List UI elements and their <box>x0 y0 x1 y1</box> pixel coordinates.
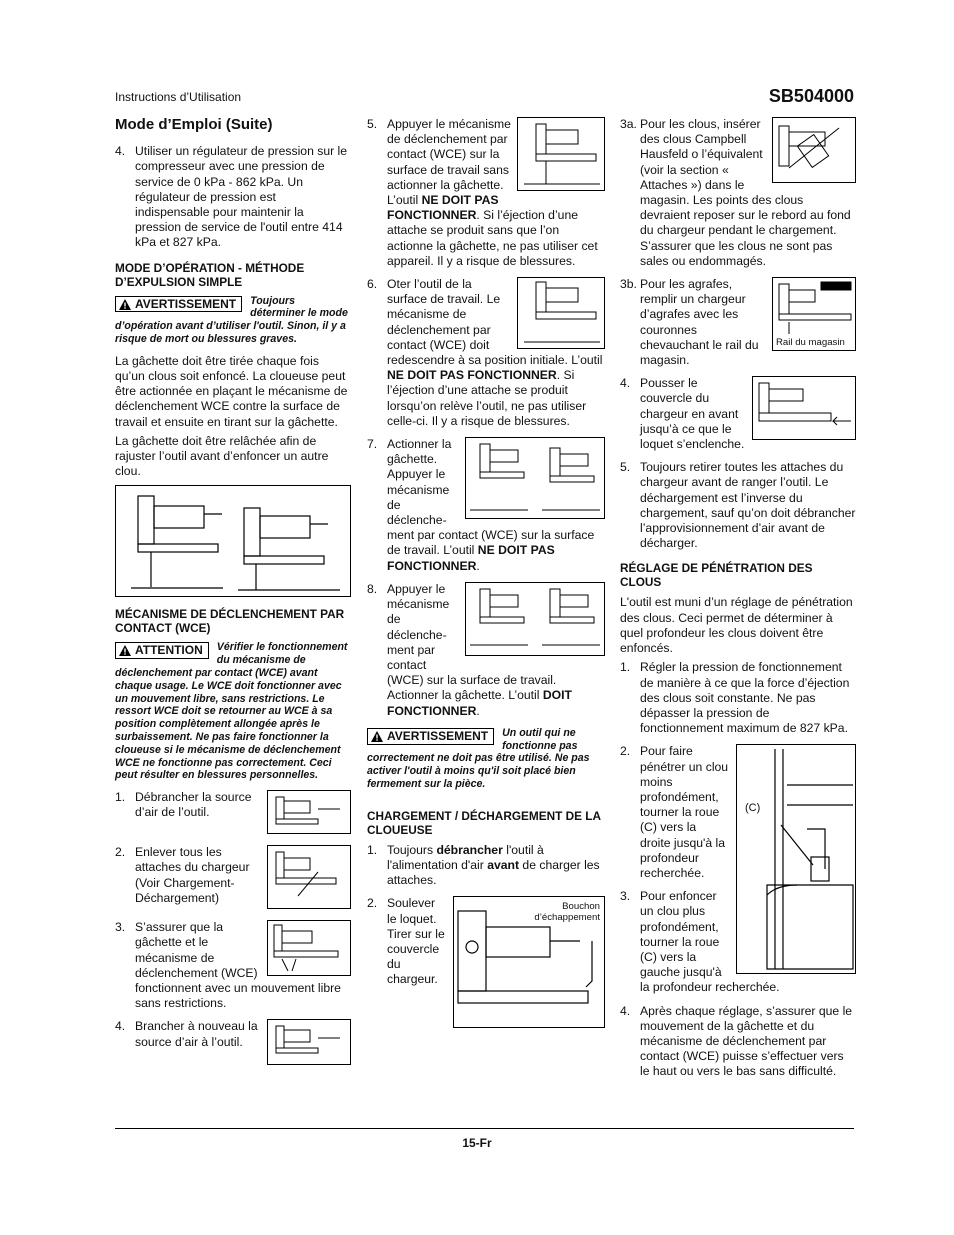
step-figure <box>267 920 351 976</box>
step-number: 5. <box>620 460 631 475</box>
step-number: 2. <box>620 744 631 759</box>
step-text: . <box>476 703 480 718</box>
step-emphasis: NE DOIT PAS FONCTIONNER <box>387 193 499 223</box>
step-figure <box>267 1019 351 1065</box>
paragraph: La gâchette doit être relâchée afin de rajuster l’outil avant d’enfoncer un autre clou. <box>115 433 329 479</box>
step-text: Pour les agrafes, remplir un chargeur d’agrafes avec les couronnes chevauchant le rail du magasin. <box>640 277 759 368</box>
step-text: Après chaque réglage, s’assurer que le mouvement de la gâchette et du mécanisme de déclenchement par contact (WCE) puisse s’effectuer vers le haut ou vers le bas sans difficulté. <box>640 1003 853 1079</box>
wce-step-1 <box>115 790 351 837</box>
step-text: Régler la pression de fonctionnement de manière à ce que la force d’éjection des clous soit constante. Ne pas dépasser la pression de fonctionnement maximum de 827 kPa. <box>640 660 850 736</box>
wce-step-2 <box>115 845 351 912</box>
wheel-c-label: (C) <box>745 802 761 815</box>
step-number: 4. <box>620 376 631 391</box>
depth-step-2 <box>620 744 856 881</box>
column-3 <box>620 117 856 1088</box>
step-text: Appuyer le mécanisme de déclenche- ment par contact (WCE) sur la surface de travail. Actionner la gâchette. L’outil <box>387 581 557 703</box>
step-number: 1. <box>367 842 378 857</box>
step-text: Débrancher la source d’air de l’outil. <box>135 790 252 820</box>
step-number: 7. <box>367 437 378 452</box>
model-number: SB504000 <box>768 86 854 106</box>
step-4 <box>620 376 856 452</box>
section-title: Mode d’Emploi (Suite) <box>115 116 273 133</box>
warning-text: Toujours déterminer le mode d’opération avant d’utiliser l'outil. Sinon, il y a risque de mort ou blessures graves. <box>115 294 348 346</box>
step-text: Pousser le couvercle du chargeur en avant jusqu’à ce que le loquet s’enclenche. <box>640 376 745 452</box>
load-step-2 <box>367 896 605 1031</box>
step-emphasis: avant <box>487 857 520 872</box>
step-3a <box>620 117 856 269</box>
step-text: . Si l’éjection d’une attache se produit sans que l’on actionne la gâchette, ne pas utiliser cet appareil. Il y a risque de blessures. <box>387 208 598 268</box>
attention-box <box>115 641 351 782</box>
step-number: 5. <box>367 117 378 131</box>
step-6 <box>367 277 605 429</box>
warning-box <box>115 295 351 346</box>
step-number: 6. <box>367 277 378 292</box>
paragraph: La gâchette doit être tirée chaque fois qu’un clous soit enfoncé. La cloueuse peut être actionnée en plaçant le mécanisme de déclenchement WCE contre la surface de travail et ensuite en tirant sur la gâchette. <box>115 353 348 429</box>
step-figure <box>517 117 605 191</box>
step-number: 8. <box>367 581 378 596</box>
step-figure <box>517 277 605 349</box>
step-number: 3. <box>115 920 126 935</box>
exhaust-label: Bouchon d’échappement <box>534 901 600 924</box>
step-text: . <box>476 558 480 573</box>
step-emphasis: DOIT FONCTIONNER <box>387 688 572 718</box>
step-5 <box>620 460 856 551</box>
rail-figure <box>772 277 856 351</box>
step-text: Utiliser un régulateur de pression sur le compresseur avec une pression de service de 0 kPa - 862 kPa. Un régulateur de pression est indispensable pour maintenir la pression de service de l'outil entre 414 kPa et 827 kPa. <box>135 144 348 250</box>
column-1 <box>115 117 351 1076</box>
step-text: Toujours <box>387 842 437 857</box>
step-number: 2. <box>115 845 126 860</box>
step-text: Actionner la gâchette. Appuyer le mécanisme de déclenche- ment par contact (WCE) sur la surface de travail. L’outil <box>387 437 595 558</box>
header-section: Instructions d’Utilisation <box>115 90 242 104</box>
load-step-1 <box>367 843 605 889</box>
step-7 <box>367 437 605 574</box>
warning-text: Un outil qui ne fonctionne pas correctement ne doit pas être utilisé. Ne pas activer l'outil à moins qu'il soit placé bien fermement sur la pièce. <box>367 726 590 790</box>
step-text: Pour les clous, insérer des clous Campbell Hausfeld o l’équivalent (voir la section « Attaches ») dans le magasin. Les points des clous devraient reposer sur le rebord au fond du chargeur pendant le chargement. S’assurer que les clous ne sont pas sales ou endommagés. <box>640 117 851 268</box>
warning-triangle-icon <box>119 645 131 656</box>
step-figure <box>752 376 856 440</box>
step-number: 1. <box>115 790 126 805</box>
step-4 <box>115 144 351 250</box>
warning-badge <box>115 296 242 313</box>
step-figure <box>465 582 605 656</box>
step-text: l'outil à l'alimentation d'air <box>387 842 544 872</box>
step-text: Toujours retirer toutes les attaches du chargeur avant de ranger l’outil. Le déchargement est l’inverse du chargement, sauf qu’on doit débrancher l’approvisionnement d’air avant de décharger. <box>640 460 856 551</box>
nailer-figure <box>115 485 351 597</box>
wce-heading: MÉCANISME DE DÉCLENCHEMENT PAR CONTACT (WCE) <box>115 607 345 636</box>
step-figure <box>267 845 351 909</box>
warning-badge-label: AVERTISSEMENT <box>135 296 237 311</box>
step-text: Enlever tous les attaches du chargeur (Voir Chargement-Déchargement) <box>135 845 250 905</box>
step-number: 3. <box>620 889 631 904</box>
paragraph: L'outil est muni d’un réglage de pénétration des clous. Ceci permet de déterminer à quel profondeur les clous doivent être enfoncés. <box>620 595 853 656</box>
wce-step-3 <box>115 920 351 1011</box>
warning-badge <box>367 728 494 745</box>
step-text: Appuyer le mécanisme de déclenchement par contact (WCE) sur la surface de travail sans actionner la gâchette. L’outil <box>387 117 511 208</box>
step-figure <box>465 437 605 519</box>
attention-badge-label: ATTENTION <box>135 643 203 658</box>
step-text: . Si l’éjection d’une attache se produit lorsqu’on relève l’outil, ne pas utiliser celle-ci. Il y a risque de blessures. <box>387 368 587 428</box>
step-number: 1. <box>620 660 631 675</box>
step-number: 4. <box>115 1019 126 1034</box>
step-emphasis: NE DOIT PAS FONCTIONNER <box>387 543 555 573</box>
step-number: 3a. <box>620 117 637 131</box>
warning-box <box>367 727 605 791</box>
step-number: 4. <box>620 1003 631 1018</box>
step-emphasis: débrancher <box>436 842 503 857</box>
step-number: 4. <box>115 144 126 159</box>
depth-heading: RÉGLAGE DE PÉNÉTRATION DES CLOUS <box>620 561 813 590</box>
step-text: S’assurer que la gâchette et le mécanisme de déclenchement (WCE) fonctionnent avec un mouvement libre sans restrictions. <box>135 920 341 1011</box>
step-text: Pour enfoncer un clou plus profondément, tourner la roue (C) vers la gauche jusqu'à la profondeur recherchée. <box>640 889 780 995</box>
step-3b <box>620 277 856 368</box>
step-text: Soulever le loquet. Tirer sur le couvercle du chargeur. <box>387 896 445 987</box>
step-figure <box>772 117 856 183</box>
warning-triangle-icon <box>119 299 131 310</box>
attention-text: Vérifier le fonctionnement du mécanisme de déclenchement par contact (WCE) avant chaque usage. Le WCE doit fonctionner avec un mouvement libre, sans restrictions. Le ressort WCE doit se retourner au WCE à sa position complètement allongée après le surbaissement. Ne pas faire fonctionner la cloueuse si le mécanisme de déclenchement WCE ne fonctionne pas correctement. Ceci peut résulter en blessures personnelles. <box>115 641 348 782</box>
step-number: 2. <box>367 896 378 911</box>
step-figure <box>267 790 351 834</box>
depth-step-4 <box>620 1004 856 1080</box>
depth-step-3 <box>620 889 856 995</box>
page-number: 15-Fr <box>462 1136 492 1150</box>
step-text: Oter l’outil de la surface de travail. Le mécanisme de déclenchement par contact (WCE) doit redescendre à sa position initiale. L’outil <box>387 277 603 368</box>
attention-badge <box>115 642 209 659</box>
wce-step-4 <box>115 1019 351 1068</box>
column-2 <box>367 117 605 1039</box>
step-8 <box>367 582 605 719</box>
warning-badge-label: AVERTISSEMENT <box>387 728 489 743</box>
load-heading: CHARGEMENT / DÉCHARGEMENT DE LA CLOUEUSE <box>367 808 601 837</box>
step-text: de charger les attaches. <box>387 857 600 888</box>
step-number: 3b. <box>620 277 637 292</box>
mode-heading: MODE D’OPÉRATION - MÉTHODE D’EXPULSION SIMPLE <box>115 260 305 289</box>
exhaust-figure <box>453 896 605 1028</box>
step-emphasis: NE DOIT PAS FONCTIONNER <box>387 368 557 383</box>
footer-rule <box>115 1128 854 1129</box>
step-text: Brancher à nouveau la source d’air à l’outil. <box>135 1019 258 1049</box>
warning-triangle-icon <box>371 731 383 742</box>
rail-label: Rail du magasin <box>776 337 845 349</box>
step-text: Pour faire pénétrer un clou moins profondément, tourner la roue (C) vers la droite jusqu'à la profondeur recherchée. <box>640 744 729 880</box>
step-5 <box>367 117 605 269</box>
depth-step-1 <box>620 660 856 736</box>
